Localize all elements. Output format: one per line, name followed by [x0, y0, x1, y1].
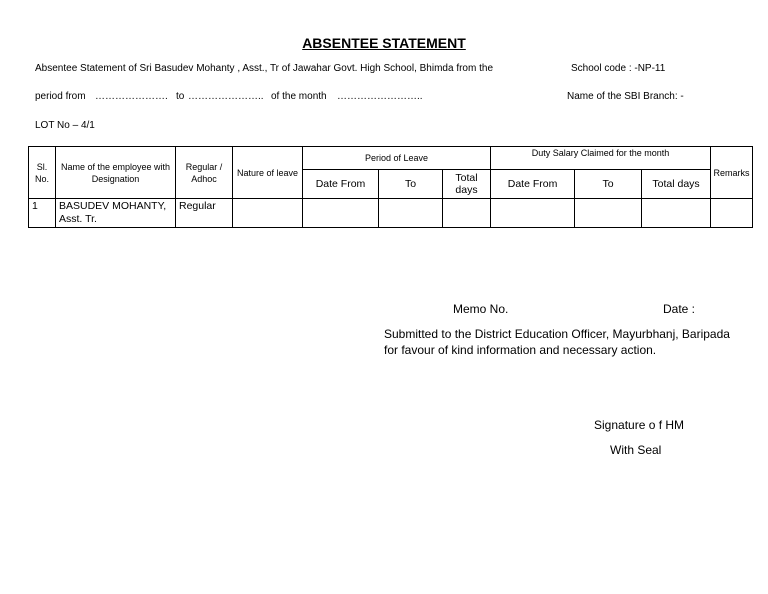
period-to-label: to [176, 91, 185, 102]
period-from-dots: …………………. [95, 91, 168, 102]
table-header-row [29, 147, 753, 170]
header-remarks: Remarks [711, 147, 753, 199]
cell-nature-of-leave [233, 199, 303, 228]
cell-total-days [443, 199, 491, 228]
subheader-date-from: Date From [303, 170, 379, 199]
lot-number: LOT No – 4/1 [35, 120, 95, 131]
cell-employee-name: BASUDEV MOHANTY, Asst. Tr. [56, 199, 176, 228]
cell-regular-adhoc: Regular [176, 199, 233, 228]
intro-line-1: Absentee Statement of Sri Basudev Mohanty , Asst., Tr of Jawahar Govt. High School, Bhimda from the [35, 63, 494, 74]
header-sl-no: Sl. No. [29, 147, 56, 199]
month-dots: …………………….. [337, 91, 423, 102]
memo-date: Date : [663, 302, 696, 316]
subheader-total-days: Total days [443, 170, 491, 199]
cell-duty-date-from [491, 199, 575, 228]
sbi-branch: Name of the SBI Branch: - [567, 91, 684, 102]
period-to-dots: ………………….. [188, 91, 264, 102]
header-regular-adhoc: Regular / Adhoc [176, 147, 233, 199]
period-from-label: period from [35, 91, 86, 102]
cell-duty-total-days [642, 199, 711, 228]
submitted-line-2: for favour of kind information and necessary action. [384, 343, 657, 357]
header-nature-of-leave: Nature of leave [233, 147, 303, 199]
signature-label: Signature o f HM [594, 418, 685, 432]
cell-date-from [303, 199, 379, 228]
cell-sl-no: 1 [29, 199, 56, 228]
submitted-line-1: Submitted to the District Education Officer, Mayurbhanj, Baripada [384, 327, 730, 341]
subheader-duty-to: To [575, 170, 642, 199]
header-duty-salary: Duty Salary Claimed for the month [491, 147, 711, 170]
seal-label: With Seal [610, 443, 662, 457]
of-month-label: of the month [271, 91, 327, 102]
cell-remarks [711, 199, 753, 228]
table-row [29, 199, 753, 228]
document-title: ABSENTEE STATEMENT [302, 35, 466, 51]
cell-duty-to [575, 199, 642, 228]
absentee-table [28, 146, 753, 228]
subheader-duty-total-days: Total days [642, 170, 711, 199]
memo-number: Memo No. [453, 302, 509, 316]
subheader-duty-date-from: Date From [491, 170, 575, 199]
cell-to [379, 199, 443, 228]
school-code: School code : -NP-11 [571, 63, 666, 74]
header-period-of-leave: Period of Leave [303, 147, 491, 170]
subheader-to: To [379, 170, 443, 199]
header-employee-name: Name of the employee with Designation [56, 147, 176, 199]
